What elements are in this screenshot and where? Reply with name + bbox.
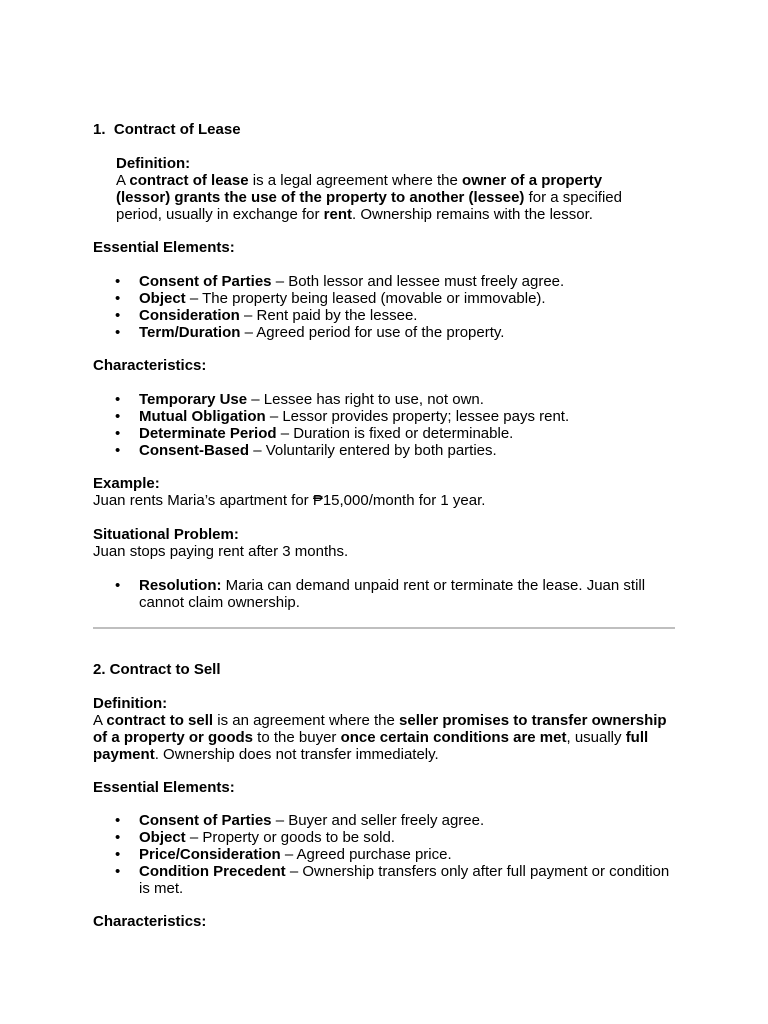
bullet-icon: •	[115, 307, 121, 324]
list-item-description: – Rent paid by the lessee.	[239, 307, 418, 324]
text-run: A	[116, 172, 130, 189]
section-1-definition	[116, 172, 626, 223]
text-run: to the buyer	[253, 729, 341, 746]
section-1-problem: Juan stops paying rent after 3 months.	[93, 543, 349, 560]
list-item	[93, 846, 673, 863]
bullet-icon: •	[115, 442, 121, 459]
list-item-description: – The property being leased (movable or immovable).	[185, 290, 546, 307]
section-1-characteristics-heading: Characteristics:	[93, 357, 207, 374]
list-item-term: Temporary Use	[139, 391, 248, 408]
bullet-icon: •	[115, 425, 121, 442]
bold-phrase: full payment	[93, 729, 649, 763]
list-item-description: – Lessee has right to use, not own.	[247, 391, 484, 408]
list-item	[93, 324, 683, 341]
section-2-heading: 2. Contract to Sell	[93, 661, 221, 678]
text-run: A	[93, 712, 107, 729]
section-1-elements-heading: Essential Elements:	[93, 239, 235, 256]
list-item	[93, 290, 683, 307]
list-item	[93, 273, 683, 290]
resolution-term: Resolution:	[139, 577, 222, 594]
resolution-item	[93, 577, 673, 611]
list-item-term: Consent of Parties	[139, 273, 272, 290]
list-item-term: Consent-Based	[139, 442, 250, 459]
section-divider	[93, 627, 675, 629]
bullet-icon: •	[115, 408, 121, 425]
bullet-icon: •	[115, 846, 121, 863]
section-1-title: Contract of Lease	[113, 121, 241, 138]
bullet-icon: •	[115, 391, 121, 408]
bullet-icon: •	[115, 324, 121, 341]
section-1-elements-list	[93, 273, 683, 341]
bold-phrase: owner of a property (lessor) grants the use of the property to another (lessee)	[116, 172, 603, 206]
list-item	[93, 829, 673, 846]
bullet-icon: •	[115, 290, 121, 307]
list-item	[93, 442, 683, 459]
list-item-term: Consent of Parties	[139, 812, 272, 829]
section-1-definition-heading: Definition:	[116, 155, 191, 172]
section-2-elements-heading: Essential Elements:	[93, 779, 235, 796]
list-item-term: Condition Precedent	[139, 863, 286, 880]
text-run: . Ownership does not transfer immediately.	[154, 746, 439, 763]
list-item-description: – Ownership transfers only after full payment or condition is met.	[139, 863, 670, 897]
section-1-number: 1.	[93, 121, 106, 138]
section-2-definition	[93, 712, 683, 763]
list-item-description: – Property or goods to be sold.	[185, 829, 395, 846]
list-item-term: Term/Duration	[139, 324, 241, 341]
bullet-icon: •	[115, 577, 121, 594]
section-1-heading	[93, 121, 683, 138]
list-item	[93, 863, 673, 897]
list-item-term: Consideration	[139, 307, 240, 324]
bullet-icon: •	[115, 812, 121, 829]
text-run: is a legal agreement where the	[248, 172, 463, 189]
list-item-term: Price/Consideration	[139, 846, 281, 863]
list-item	[93, 391, 683, 408]
list-item	[93, 307, 683, 324]
list-item-description: – Agreed purchase price.	[280, 846, 452, 863]
bullet-icon: •	[115, 863, 121, 880]
list-item-description: – Both lessor and lessee must freely agree.	[271, 273, 565, 290]
section-1-problem-heading: Situational Problem:	[93, 526, 239, 543]
list-item-description: – Duration is fixed or determinable.	[276, 425, 514, 442]
resolution-text: Maria can demand unpaid rent or terminate the lease. Juan still cannot claim ownership.	[139, 577, 646, 611]
bullet-icon: •	[115, 829, 121, 846]
section-1-characteristics-list	[93, 391, 683, 459]
list-item	[93, 812, 673, 829]
list-item-term: Object	[139, 290, 186, 307]
bold-phrase: seller promises to transfer ownership of a property or goods	[93, 712, 667, 746]
bold-phrase: contract of lease	[129, 172, 249, 189]
section-1-example: Juan rents Maria’s apartment for ₱15,000/month for 1 year.	[93, 492, 486, 509]
list-item-term: Object	[139, 829, 186, 846]
section-2-definition-heading: Definition:	[93, 695, 168, 712]
bold-phrase: once certain conditions are met	[340, 729, 567, 746]
list-item-term: Determinate Period	[139, 425, 277, 442]
list-item-description: – Buyer and seller freely agree.	[271, 812, 485, 829]
list-item-term: Mutual Obligation	[139, 408, 266, 425]
bold-phrase: contract to sell	[106, 712, 214, 729]
section-1-resolution-list	[93, 577, 673, 611]
text-run: , usually	[566, 729, 626, 746]
list-item-description: – Agreed period for use of the property.	[240, 324, 505, 341]
section-1-example-heading: Example:	[93, 475, 160, 492]
list-item	[93, 425, 683, 442]
list-item-description: – Voluntarily entered by both parties.	[249, 442, 497, 459]
text-run: for a specified period, usually in exchange for	[116, 189, 622, 223]
bold-phrase: rent	[323, 206, 352, 223]
text-run: . Ownership remains with the lessor.	[351, 206, 593, 223]
text-run: is an agreement where the	[213, 712, 400, 729]
bullet-icon: •	[115, 273, 121, 290]
section-2-elements-list	[93, 812, 673, 897]
list-item-description: – Lessor provides property; lessee pays rent.	[265, 408, 570, 425]
section-2-characteristics-heading: Characteristics:	[93, 913, 207, 930]
list-item	[93, 408, 683, 425]
